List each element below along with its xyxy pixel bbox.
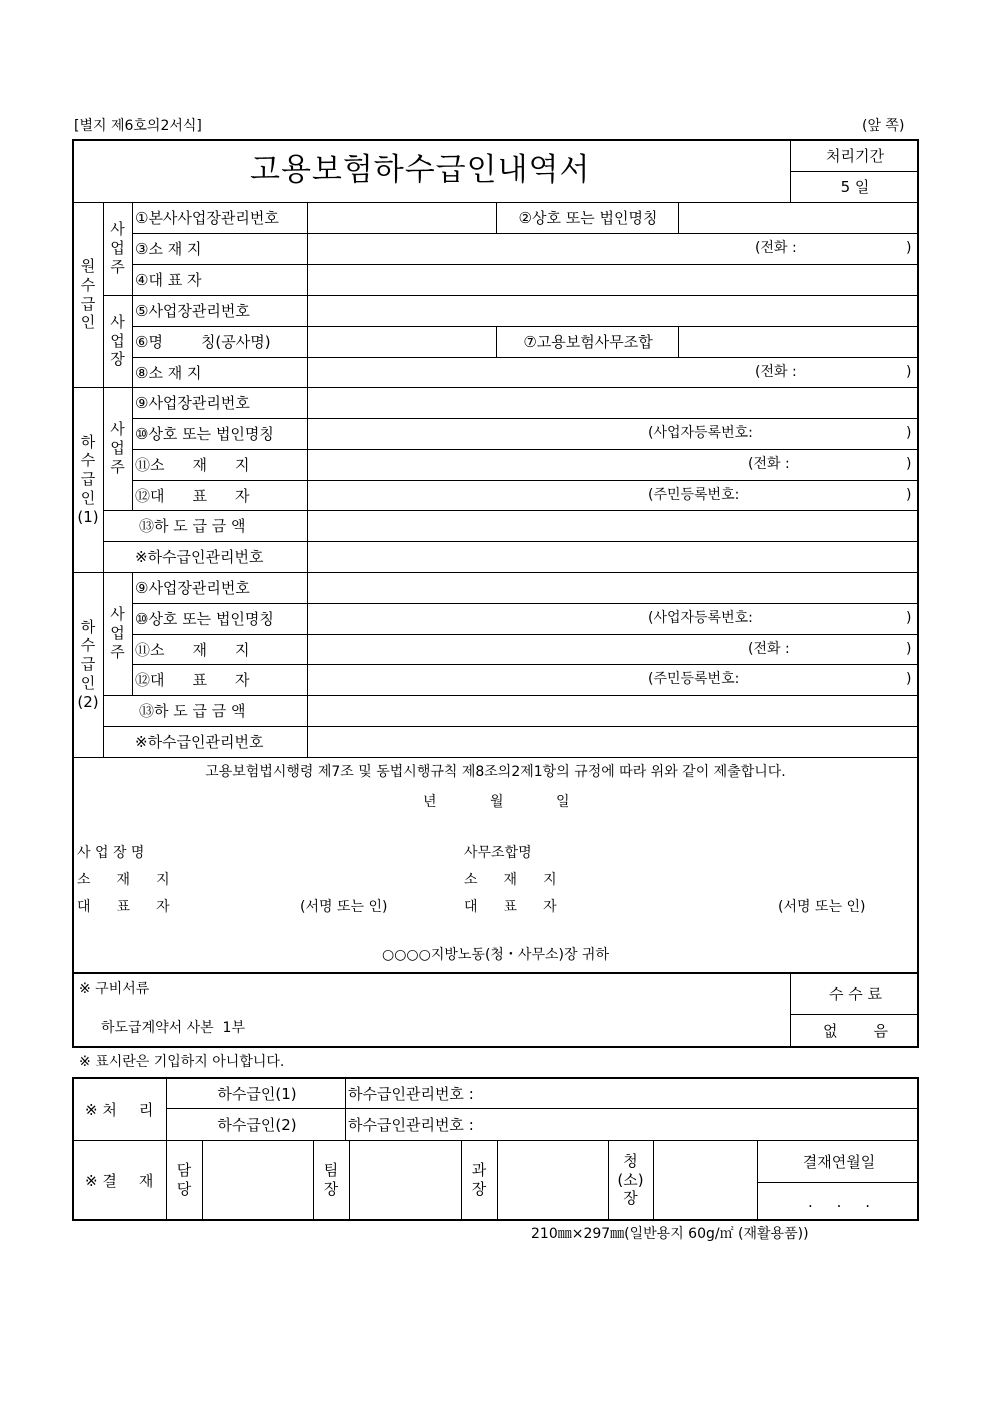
label-char: 주 [110,257,125,276]
label-part: 칭(공사명) [200,333,271,351]
label-char: 급 [80,470,96,489]
label-part: 지 [156,872,170,888]
divider [73,757,918,758]
sub1-trade-name-label: ⑩상호 또는 법인명칭 [135,425,274,443]
label-part: 대 [77,899,91,915]
label-char: 주 [110,457,125,476]
label-part: ⑪소 [135,456,165,474]
sub2-amount-field[interactable] [308,695,918,726]
label-part: 리 [138,1100,154,1119]
sub2-rep-label [133,664,307,695]
label-char: 원 [80,257,96,275]
label-part: 자 [235,671,250,689]
label-char: 하 [80,617,96,636]
date-day-label: 일 [556,794,570,810]
signature-left[interactable]: (서명 또는 인) [300,899,388,915]
business-owner-label [103,202,132,295]
sub2-mgmt-no-entry[interactable]: 하수급인관리번호 : [348,1116,474,1134]
label-char: 인 [80,313,96,332]
label-char: 하 [80,432,96,451]
sub2-address-label [133,634,307,664]
required-docs-label: ※ 구비서류 [79,981,150,997]
office-assoc-rep-label [464,900,557,914]
close-paren: ) [906,641,912,657]
processing-period-value: 5 일 [840,178,870,196]
sub2-trade-name-label: ⑩상호 또는 법인명칭 [135,610,274,628]
representative-field[interactable] [308,264,918,295]
sub2-site-mgmt-no-field[interactable] [308,572,918,603]
page-side: (앞 쪽) [862,118,905,134]
label-char: 업 [110,331,125,350]
approver-team-leader-label [313,1140,349,1220]
close-paren: ) [906,425,912,441]
label-part: ⑫대 [135,486,165,505]
site-mgmt-no-field[interactable] [308,295,918,326]
trade-name-field[interactable] [679,202,918,233]
label-char: 수 [80,636,96,655]
hq-mgmt-no-label: ①본사사업장관리번호 [135,209,279,227]
label-char: 팀 [323,1161,339,1180]
approver-team-leader-sign[interactable] [350,1141,461,1220]
subcontractor-2-label [73,572,103,757]
subcontractor-1-label [73,387,103,572]
approver-head-sign[interactable] [654,1141,757,1220]
site-address-field[interactable] [308,357,918,387]
address-label: ③소 재 지 [135,240,202,258]
office-use-note: ※ 표시란은 기입하지 아니합니다. [79,1054,285,1070]
label-part: ⑥명 [135,333,163,351]
label-char: 급 [80,294,96,313]
phone-label: (전화 : [748,641,790,657]
label-part: 재 [503,872,518,888]
fee-label: 수 수 료 [828,985,882,1003]
label-char: 장 [323,1180,339,1198]
close-paren: ) [906,240,912,256]
page-title: 고용보험하수급인내역서 [250,152,591,188]
workplace-label [103,295,132,387]
close-paren: ) [906,671,912,687]
label-part: ⑫대 [135,671,165,689]
sub1-processing-label: 하수급인(1) [217,1084,297,1103]
office-assoc-address-label [464,873,557,887]
sub1-site-mgmt-no-field[interactable] [308,387,918,418]
sub2-site-mgmt-no-label: ⑨사업장관리번호 [135,579,250,597]
label-char: 사 [110,420,125,439]
sub2-amount-label: ⑬하 도 급 금 액 [139,702,246,720]
label-char: 수 [80,451,96,470]
address-field[interactable] [308,233,918,264]
label-char: 담 [176,1161,192,1180]
sub1-trade-name-field[interactable] [308,418,918,449]
site-name-field[interactable] [308,326,496,357]
sub1-site-mgmt-no-label: ⑨사업장관리번호 [135,394,250,412]
sub1-owner-label [103,387,132,510]
workplace-rep-label [77,900,170,914]
signature-right[interactable]: (서명 또는 인) [778,899,866,915]
addressee: ○○○○지방노동(청・사무소)장 귀하 [381,947,609,963]
label-char: 수 [80,275,96,294]
required-doc-item: 하도급계약서 사본 1부 [101,1020,245,1036]
approver-section-chief-label [461,1140,497,1220]
label-part: ※ 결 [85,1172,117,1190]
label-char: 급 [80,655,96,674]
close-paren: ) [906,364,912,380]
processing-period-label: 처리기간 [826,147,884,165]
phone-label: (전화 : [755,240,797,256]
phone-label: (전화 : [755,364,797,380]
sub1-amount-field[interactable] [308,510,918,541]
sub1-mgmt-no-field[interactable] [308,541,918,572]
sub1-mgmt-no-entry[interactable]: 하수급인관리번호 : [348,1084,474,1103]
paper-spec-footer: 210㎜×297㎜(일반용지 60g/㎡ (재활용품)) [531,1226,809,1242]
approval-label [73,1141,166,1220]
fee-value [791,1015,918,1046]
approver-section-chief-sign[interactable] [498,1141,608,1220]
label-part: 대 [464,899,478,915]
trade-name-label: ②상호 또는 법인명칭 [518,209,658,227]
label-char: 장 [110,350,125,369]
approval-date-label: 결재연월일 [802,1153,876,1171]
label-part: 표 [503,899,518,915]
biz-reg-no-label: (사업자등록번호: [648,425,753,441]
office-assoc-label: ⑦고용보험사무조합 [523,333,653,351]
date-month-label: 월 [490,794,504,810]
label-char: 과 [471,1161,487,1180]
resident-no-label: (주민등록번호: [648,487,740,503]
label-char: (소) [617,1170,644,1189]
label-char: 주 [110,642,125,661]
label-part: 소 [464,872,478,888]
processing-label [73,1078,166,1140]
date-year-label: 년 [423,794,437,810]
form-number: [별지 제6호의2서식] [74,118,202,134]
label-char: 당 [176,1180,192,1198]
phone-label: (전화 : [748,456,790,472]
label-part: 재 [192,456,207,474]
site-name-label [133,326,307,357]
sub2-mgmt-no-field[interactable] [308,726,918,757]
site-address-label: ⑧소 재 지 [135,363,202,382]
label-part: 지 [235,456,250,474]
label-part: 표 [192,486,207,505]
label-char: 인 [80,488,96,507]
label-part: 표 [192,671,207,689]
approval-date-value[interactable]: . . . [808,1192,870,1211]
declaration-statement: 고용보험법시행령 제7조 및 동법시행규칙 제8조의2제1항의 규정에 따라 위와 같이 제출합니다. [205,764,786,780]
hq-mgmt-no-field[interactable] [308,202,496,233]
office-assoc-name-label: 사무조합명 [464,845,532,861]
resident-no-label: (주민등록번호: [648,671,740,687]
sub1-mgmt-no-label: ※하수급인관리번호 [135,548,264,566]
approver-staff-label [166,1140,202,1220]
close-paren: ) [906,456,912,472]
sub1-address-field[interactable] [308,449,918,480]
label-part: 재 [192,640,207,659]
label-char: (1) [77,507,99,526]
approver-head-label [608,1140,653,1220]
label-char: 장 [471,1180,487,1198]
close-paren: ) [906,487,912,503]
label-part: 자 [156,899,170,915]
sub2-trade-name-field[interactable] [308,603,918,634]
label-part: 없 [823,1022,838,1040]
label-part: 지 [543,872,557,888]
label-part: 자 [235,486,250,505]
sub2-address-field[interactable] [308,634,918,664]
original-contractor-label [73,202,103,387]
label-part: 표 [116,899,131,915]
label-char: 업 [110,239,125,258]
label-char: 업 [110,439,125,458]
label-char: 업 [110,624,125,643]
sub2-processing-label: 하수급인(2) [217,1116,297,1134]
workplace-name-label: 사 업 장 명 [77,845,145,861]
sub1-rep-label [133,480,307,510]
label-char: 사 [110,605,125,624]
label-part: 재 [116,872,131,888]
approver-staff-sign[interactable] [203,1141,313,1220]
label-char: (2) [77,692,99,711]
office-assoc-field[interactable] [679,326,918,357]
biz-reg-no-label: (사업자등록번호: [648,610,753,626]
label-part: 자 [543,899,557,915]
sub1-address-label [133,449,307,480]
sub2-owner-label [103,572,132,695]
label-part: ※ 처 [85,1100,117,1119]
workplace-address-label [77,873,170,887]
close-paren: ) [906,610,912,626]
sub2-rep-field[interactable] [308,664,918,695]
label-part: 재 [138,1172,154,1190]
label-part: 소 [77,872,91,888]
label-char: 장 [623,1189,638,1208]
site-mgmt-no-label: ⑤사업장관리번호 [135,302,250,320]
label-char: 청 [623,1151,638,1170]
representative-label: ④대 표 자 [135,271,202,289]
label-char: 사 [110,220,125,239]
sub2-mgmt-no-label: ※하수급인관리번호 [135,733,264,751]
label-part: 지 [235,640,250,659]
label-part: ⑪소 [135,640,165,659]
label-char: 사 [110,312,125,331]
sub1-amount-label: ⑬하 도 급 금 액 [139,517,246,535]
sub1-rep-field[interactable] [308,480,918,510]
label-part: 음 [873,1022,888,1040]
label-char: 인 [80,673,96,692]
